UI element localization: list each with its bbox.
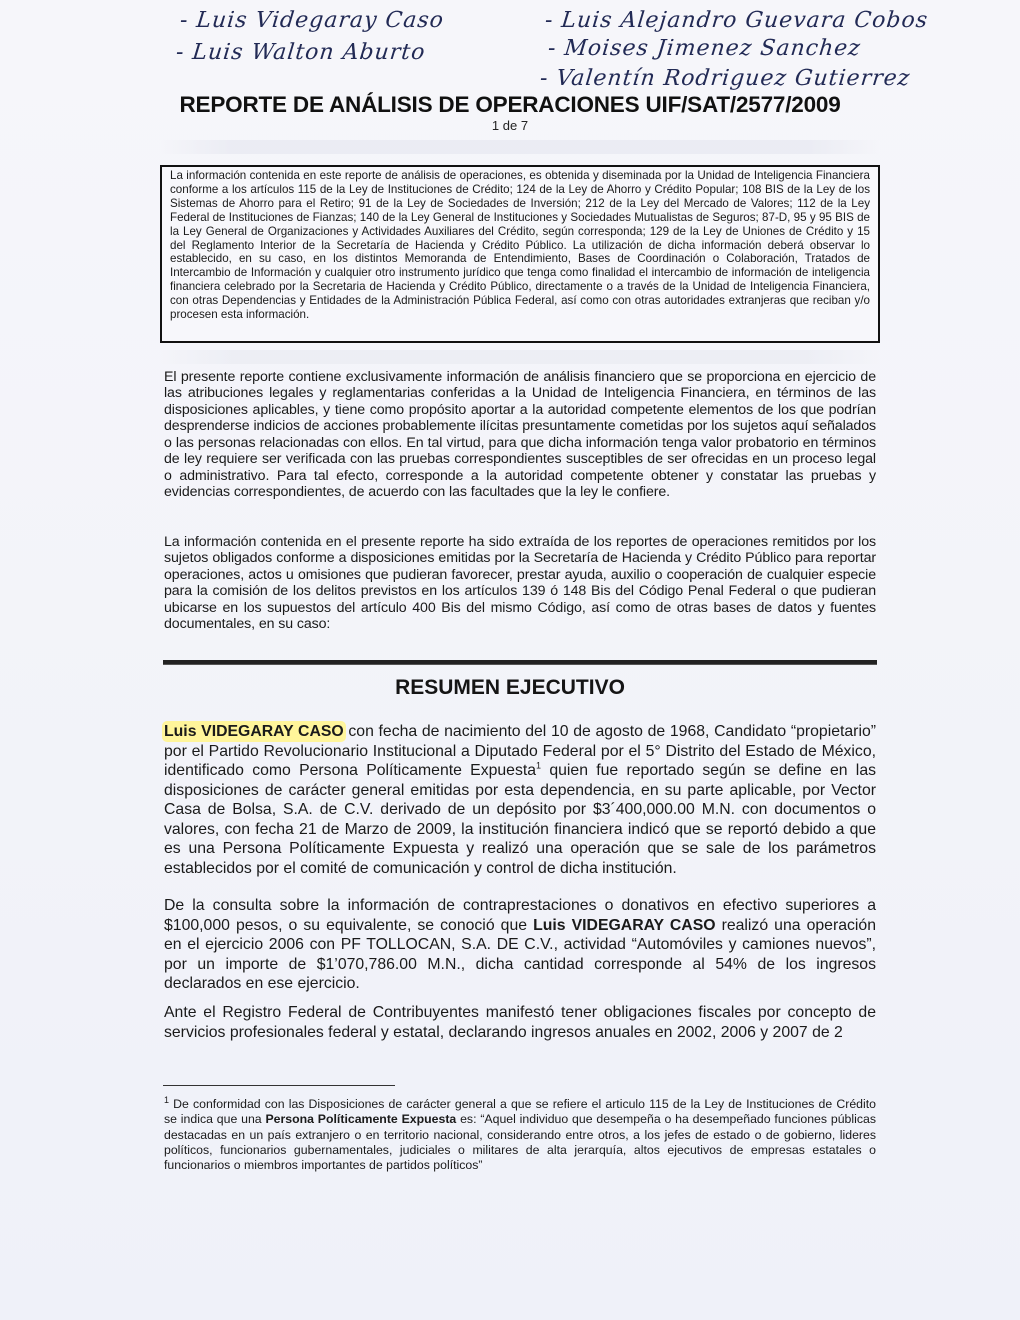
handwritten-name-text: Luis Alejandro Guevara Cobos [560,8,930,33]
bleed-through-artifact [160,350,880,364]
summary-text: con fecha de nacimiento del 10 de agosto de 1968, Candidato “propietario” por el Partido Revolucionario Institucional a Diputado Federal por el 5° Distrito del Estado de México, identificado como Persona Políticamente Expuesta [164,723,876,779]
disclaimer-text: La información contenida en este reporte de análisis de operaciones, es obtenida y diseminada por la Unidad de Inteligencia Financiera conforme a los artículos 115 de la Ley de Instituciones de Crédito; 124 de la Ley de Ahorro y Crédito Popular; 108 BIS de la Ley de los Sistemas de Ahorro para el Retiro; 91 de la Ley de Sociedades de Inversión; 212 de la Ley del Mercado de Valores; 112 de la Ley Federal de Instituciones de Fianzas; 140 de la Ley General de Instituciones y Sociedades Mutualistas de Seguros; 87-D, 95 y 95 BIS de la Ley General de Organizaciones y Actividades Auxiliares del Crédito, según corresponda; 129 de la Ley de Uniones de Crédito y 15 del Reglamento Interior de la Secretaría de Hacienda y Crédito Público. La utilización de dicha información deberá observar lo establecido, en su caso, en los distintos Memoranda de Entendimiento, Bases de Coordinación o Colaboración, Tratados de Intercambio de Información y cualquier otro instrumento jurídico que tenga como finalidad el intercambio de información de inteligencia financiera celebrado por la Secretaria de Hacienda y Crédito Público, directamente o a través de la Unidad de Inteligencia Financiera, con otras Dependencias y Entidades de la Administración Pública Federal, así como con otras autoridades extranjeras que reciban y/o procesen esta información. [170,169,870,322]
handwritten-name [175,40,427,65]
section-divider [163,660,877,665]
handwritten-name [547,36,862,61]
report-title: REPORTE DE ANÁLISIS DE OPERACIONES UIF/SAT/2577/2009 [179,92,841,117]
handwritten-dash: - [543,8,555,33]
handwritten-dash: - [178,8,190,33]
footnote-term: Persona Políticamente Expuesta [265,1112,457,1127]
footnote-text: es: “Aquel individuo que desempeña o ha desempeñado funciones públicas destacadas en un país extranjero o en territorio nacional, considerando entre otros, a los jefes de estado o de gobierno, lideres políticos, funcionarios gubernamentales, judiciales o militares de alta jerarquía, altos ejecutivos de empresas estatales o funcionarios o miembros importantes de partidos políticos” [164,1112,876,1173]
summary-text: De la consulta sobre la información de contraprestaciones o donativos en efectivo superiores a $100,000 pesos, o su equivalente, se conoció que [164,897,876,934]
summary-paragraph [164,722,876,878]
handwritten-name-text: Luis Videgaray Caso [195,8,446,33]
handwritten-name [539,66,912,91]
handwritten-name [544,8,930,33]
highlighted-name: Luis VIDEGARAY CASO [164,723,344,740]
handwritten-name-text: Luis Walton Aburto [191,40,427,65]
summary-paragraph [164,896,876,994]
summary-text: realizó una operación en el ejercicio 2006 con PF TOLLOCAN, S.A. DE C.V., actividad “Automóviles y camiones nuevos”, por un importe de $1’070,786.00 M.N., dicha cantidad corresponde al 54% de los ingresos declarados en ese ejercicio. [164,916,876,992]
bold-name: Luis VIDEGARAY CASO [533,916,716,934]
summary-text: quien fue reportado según se define en las disposiciones de carácter general emitidas por esta dependencia, en su parte aplicable, por Vector Casa de Bolsa, S.A. de C.V. derivado de un depósito por $3´400,000.00 M.N. con documentos o valores, con fecha 21 de Marzo de 2009, la institución financiera indicó que se reportó debido a que es una Persona Políticamente Expuesta y realizó una operación que se sale de los parámetros establecidos por el comité de comunicación y control de dicha institución. [164,762,876,877]
intro-paragraph: La información contenida en el presente reporte ha sido extraída de los reportes de operaciones remitidos por los sujetos obligados conforme a disposiciones emitidas por la Secretaría de Hacienda y Crédito Público para reportar operaciones, actos u omisiones que pudieran favorecer, prestar ayuda, auxilio o cooperación de cualquier especie para la comisión de los delitos previstos en los artículos 139 ó 148 Bis del Código Penal Federal o que pudieran ubicarse en los supuestos del artículo 400 Bis del mismo Código, así como de otras bases de datos y fuentes documentales, en su caso: [164,534,876,633]
section-heading: RESUMEN EJECUTIVO [395,676,625,699]
handwritten-dash: - [174,40,186,65]
bleed-through-artifact [160,140,880,154]
summary-paragraph: Ante el Registro Federal de Contribuyentes manifestó tener obligaciones fiscales por concepto de servicios profesionales federal y estatal, declarando ingresos anuales en 2002, 2006 y 2007 de 2 [164,1004,876,1041]
footnote-text: De conformidad con las Disposiciones de carácter general a que se refiere el articulo 115 de la Ley de Instituciones de Crédito se indica que una [164,1097,876,1127]
footnote-reference[interactable]: 1 [536,760,542,771]
handwritten-dash: - [538,66,550,91]
disclaimer-box [160,165,880,343]
handwritten-dash: - [546,36,558,61]
footnote [164,1094,876,1173]
page-indicator: 1 de 7 [491,118,529,133]
handwritten-name-text: Valentín Rodriguez Gutierrez [555,66,912,91]
handwritten-name-text: Moises Jimenez Sanchez [563,36,863,61]
handwritten-name [179,8,446,33]
intro-paragraph: El presente reporte contiene exclusivamente información de análisis financiero que se proporciona en ejercicio de las atribuciones legales y reglamentarias conferidas a la Unidad de Inteligencia Financiera, en términos de las disposiciones aplicables, y tiene como propósito aportar a la autoridad competente elementos de los que podrían desprenderse indicios de acciones probablemente ilícitas presuntamente cometidas por los sujetos aquí señalados o las personas relacionadas con ellos. En tal virtud, para que dicha información tenga valor probatorio en términos de ley requiere ser verificada con las pruebas correspondientes susceptibles de ser ofrecidas en un proceso legal o administrativo. Para tal efecto, corresponde a la autoridad competente obtener y constatar las pruebas y evidencias correspondientes, de acuerdo con las facultades que la ley le confiere. [164,369,876,501]
footnote-separator [163,1085,395,1086]
footnote-number: 1 [164,1094,170,1105]
